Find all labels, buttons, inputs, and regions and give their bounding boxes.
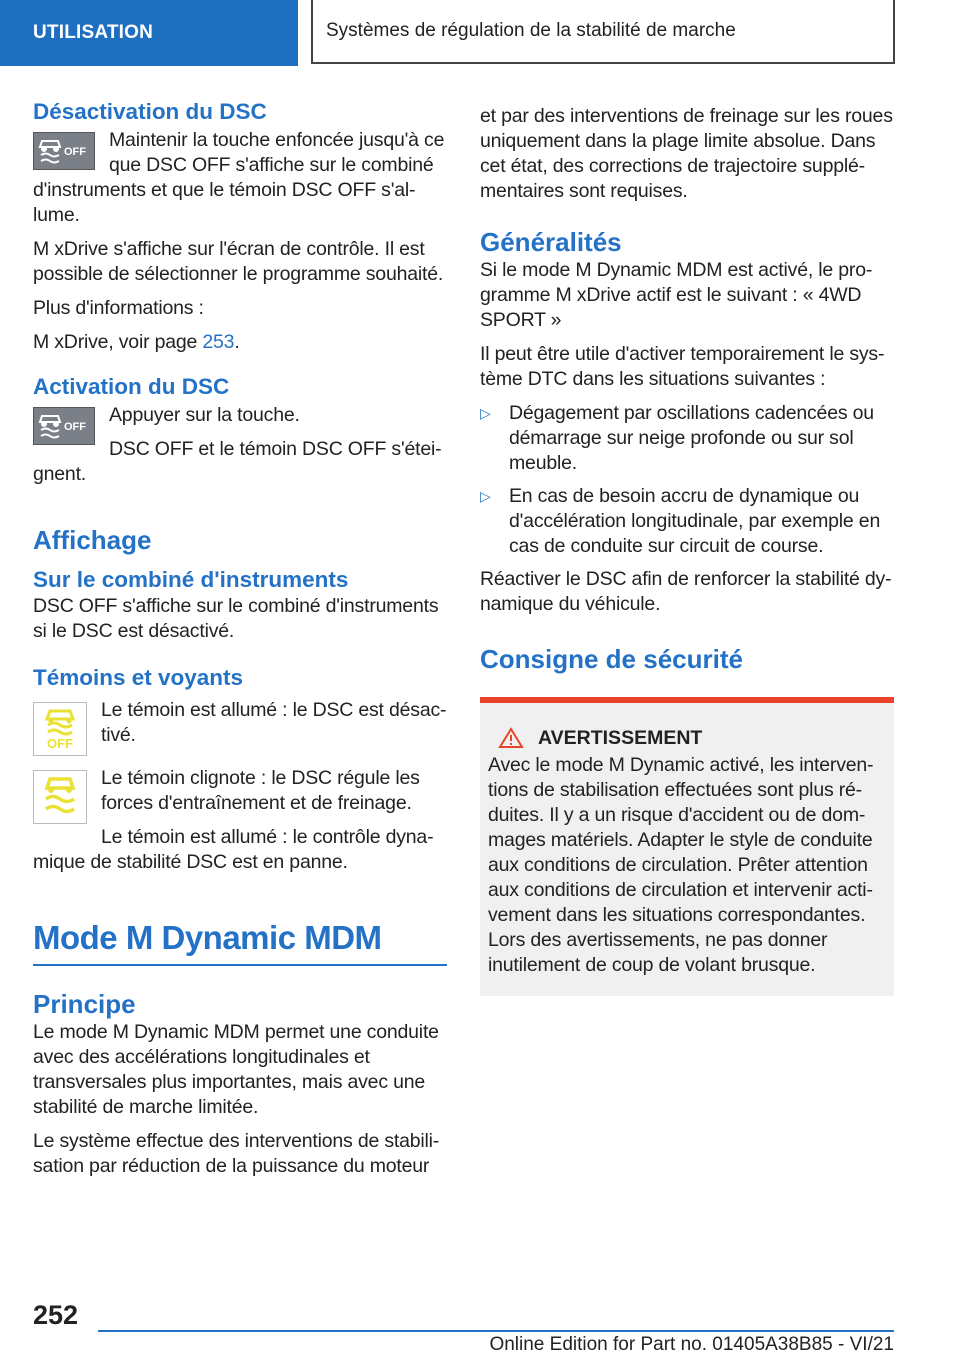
warning-box: [480, 697, 894, 996]
indicator-2-lit-text: Le témoin est allumé : le contrôle dynamique de stabilité DSC est en panne.: [33, 826, 434, 873]
page-number: 252: [33, 1300, 79, 1330]
chapter-title: Systèmes de régulation de la stabilité de marche: [326, 20, 736, 41]
activation-result: DSC OFF et le témoin DSC OFF s'éteignent.: [33, 438, 442, 485]
warning-title: AVERTISSEMENT: [498, 725, 886, 751]
heading-dsc-deactivation: Désactivation du DSC: [33, 99, 267, 124]
heading-instrument-cluster: Sur le combiné d'instruments: [33, 567, 349, 592]
principe-text-2: Le système effectue des interventions de stabilisation par réduction de la puissance du moteur: [33, 1130, 440, 1177]
list-item: ▷ En cas de besoin accru de dynamique ou d'accélération longitudinale, par exemple en cas de conduite sur circuit de course.: [480, 485, 881, 557]
indicator-1-text: Le témoin est allumé : le DSC est désactivé.: [101, 699, 447, 746]
heading-consigne-securite: Consigne de sécurité: [480, 644, 743, 674]
indicator-2-flashing-text: Le témoin clignote : le DSC régule les forces d'entraînement et de freinage.: [101, 767, 420, 814]
generalites-text-2: Il peut être utile d'activer temporairement le système DTC dans les situations suivantes :: [480, 343, 885, 390]
section-label: UTILISATION: [33, 22, 154, 43]
chapter-title-box: [311, 0, 895, 64]
edition-note: Online Edition for Part no. 01405A38B85 - VI/21: [489, 1334, 894, 1355]
list-item: ▷ Dégagement par oscillations cadencées ou démarrage sur neige profonde ou sur sol meuble.: [480, 402, 874, 474]
right-column: [480, 104, 894, 996]
section-tab: [0, 0, 298, 66]
mxdrive-note: M xDrive s'affiche sur l'écran de contrôle. Il est possible de sélectionner le programme souhaité.: [33, 238, 444, 285]
heading-principe: Principe: [33, 989, 136, 1019]
triangle-bullet-icon: ▷: [480, 405, 491, 421]
heading-affichage: Affichage: [33, 525, 152, 555]
footer-rule: [98, 1330, 894, 1332]
generalites-text-3: Réactiver le DSC afin de renforcer la stabilité dynamique du véhicule.: [480, 568, 892, 615]
dsc-off-button-icon: [33, 132, 95, 170]
heading-indicators: Témoins et voyants: [33, 665, 244, 690]
page-link-253[interactable]: 253: [202, 331, 235, 353]
svg-text:OFF: OFF: [64, 421, 86, 433]
dsc-indicator-icon: [33, 770, 87, 824]
situations-list: [480, 401, 894, 559]
dsc-off-button-icon-2: [33, 407, 95, 445]
left-column: [33, 98, 447, 1188]
principe-text-1: Le mode M Dynamic MDM permet une conduite avec des accélérations longitudinales et transversales plus importantes, mais avec une stabilité de marche limitée.: [33, 1021, 439, 1118]
cluster-text: DSC OFF s'affiche sur le combiné d'instruments si le DSC est désactivé.: [33, 595, 439, 642]
heading-generalites: Généralités: [480, 227, 622, 257]
svg-text:OFF: OFF: [64, 146, 86, 158]
dsc-off-indicator-icon: [33, 702, 87, 756]
warning-triangle-icon: [498, 727, 524, 749]
more-info-label: Plus d'informations :: [33, 297, 204, 319]
activation-instruction: Appuyer sur la touche.: [109, 404, 300, 426]
continued-text: et par des interventions de freinage sur les roues uniquement dans la plage limite absolue. Dans cet état, des corrections de trajectoire supplémentaires sont requises.: [480, 105, 893, 202]
triangle-bullet-icon: ▷: [480, 488, 491, 504]
generalites-text-1: Si le mode M Dynamic MDM est activé, le programme M xDrive actif est le suivant : « 4WD SPORT »: [480, 259, 873, 331]
deactivation-instruction: Maintenir la touche enfoncée jusqu'à ce que DSC OFF s'affiche sur le combiné d'instruments et que le témoin DSC OFF s'allume.: [33, 129, 445, 226]
warning-text: Avec le mode M Dynamic activé, les interventions de stabilisation effectuées sont plus réduites. Il y a un risque d'accident ou de dommages matériels. Adapter le style de conduite aux conditions de circulation. Prêter attention aux conditions de circulation et intervenir activement dans les situations correspondantes. Lors des avertissements, ne pas donner inutilement de coup de volant brusque.: [488, 754, 874, 976]
mxdrive-reference: M xDrive, voir page 253.: [33, 331, 240, 353]
svg-text:OFF: OFF: [47, 736, 73, 751]
heading-mode-m-dynamic: Mode M Dynamic MDM: [33, 918, 447, 966]
heading-dsc-activation: Activation du DSC: [33, 374, 230, 399]
